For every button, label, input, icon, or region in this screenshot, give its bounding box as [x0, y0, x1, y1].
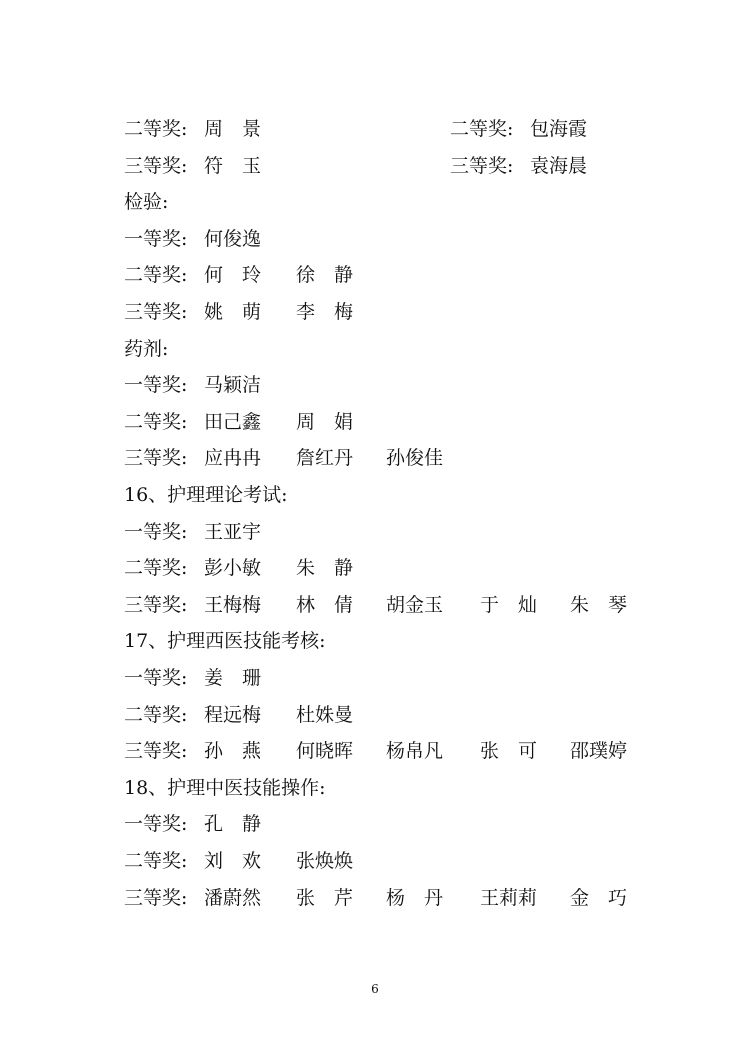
winner-name: 符 玉	[204, 154, 262, 177]
winner-name: 詹红丹	[296, 447, 354, 470]
page-number: 6	[371, 982, 379, 996]
winner-name: 胡金玉	[386, 593, 444, 616]
winner-name: 何俊逸	[204, 227, 262, 250]
winner-name: 朱 琴	[570, 593, 628, 616]
section-heading: 药剂:	[124, 337, 169, 360]
winner-name: 何晓晖	[296, 740, 354, 763]
winner-name: 王亚宇	[204, 520, 262, 543]
winner-name: 杨 丹	[386, 886, 444, 909]
section-heading: 检验:	[124, 191, 169, 214]
winner-name: 林 倩	[296, 593, 354, 616]
winner-name: 杨帛凡	[386, 740, 444, 763]
award-label: 二等奖:	[124, 264, 188, 287]
section-heading: 18、护理中医技能操作:	[124, 776, 326, 799]
winner-name: 徐 静	[296, 264, 354, 287]
winner-name: 孙 燕	[204, 740, 262, 763]
section-heading: 16、护理理论考试:	[124, 484, 288, 506]
winner-name: 孙俊佳	[386, 447, 444, 470]
winner-name: 于 灿	[480, 593, 538, 616]
award-label: 二等奖:	[124, 703, 188, 726]
award-label: 二等奖:	[124, 557, 188, 580]
winner-name: 程远梅	[204, 703, 262, 726]
winner-name: 马颖洁	[204, 374, 262, 397]
award-label: 三等奖:	[124, 154, 188, 177]
award-label: 一等奖:	[124, 520, 188, 543]
award-label: 二等奖:	[124, 850, 188, 872]
winner-name: 邵璞婷	[570, 740, 628, 763]
award-label: 二等奖:	[450, 118, 514, 140]
winner-name: 刘 欢	[204, 850, 262, 872]
winner-name: 包海霞	[530, 118, 588, 140]
winner-name: 潘蔚然	[204, 886, 262, 909]
winner-name: 王梅梅	[204, 593, 262, 616]
winner-name: 田己鑫	[204, 410, 262, 433]
winner-name: 周 娟	[296, 410, 354, 433]
award-label: 三等奖:	[450, 154, 514, 177]
winner-name: 应冉冉	[204, 447, 262, 470]
winner-name: 彭小敏	[204, 557, 262, 580]
award-label: 一等奖:	[124, 374, 188, 397]
award-label: 三等奖:	[124, 740, 188, 763]
award-label: 一等奖:	[124, 813, 188, 836]
winner-name: 杜姝曼	[296, 703, 354, 726]
award-label: 三等奖:	[124, 301, 188, 323]
award-label: 二等奖:	[124, 118, 188, 140]
winner-name: 周 景	[204, 118, 262, 140]
winner-name: 李 梅	[296, 301, 354, 323]
award-label: 三等奖:	[124, 593, 188, 616]
award-label: 三等奖:	[124, 447, 188, 470]
winner-name: 金 巧	[570, 886, 628, 909]
winner-name: 姜 珊	[204, 667, 262, 689]
winner-name: 张焕焕	[296, 850, 354, 872]
winner-name: 朱 静	[296, 557, 354, 580]
award-label: 二等奖:	[124, 410, 188, 433]
winner-name: 张 可	[480, 740, 538, 763]
winner-name: 张 芹	[296, 886, 354, 909]
winner-name: 孔 静	[204, 813, 262, 836]
winner-name: 袁海晨	[530, 154, 588, 177]
section-heading: 17、护理西医技能考核:	[124, 630, 326, 653]
winner-name: 姚 萌	[204, 301, 262, 323]
winner-name: 何 玲	[204, 264, 262, 287]
award-label: 一等奖:	[124, 667, 188, 689]
award-label: 一等奖:	[124, 227, 188, 250]
award-label: 三等奖:	[124, 886, 188, 909]
winner-name: 王莉莉	[480, 886, 538, 909]
